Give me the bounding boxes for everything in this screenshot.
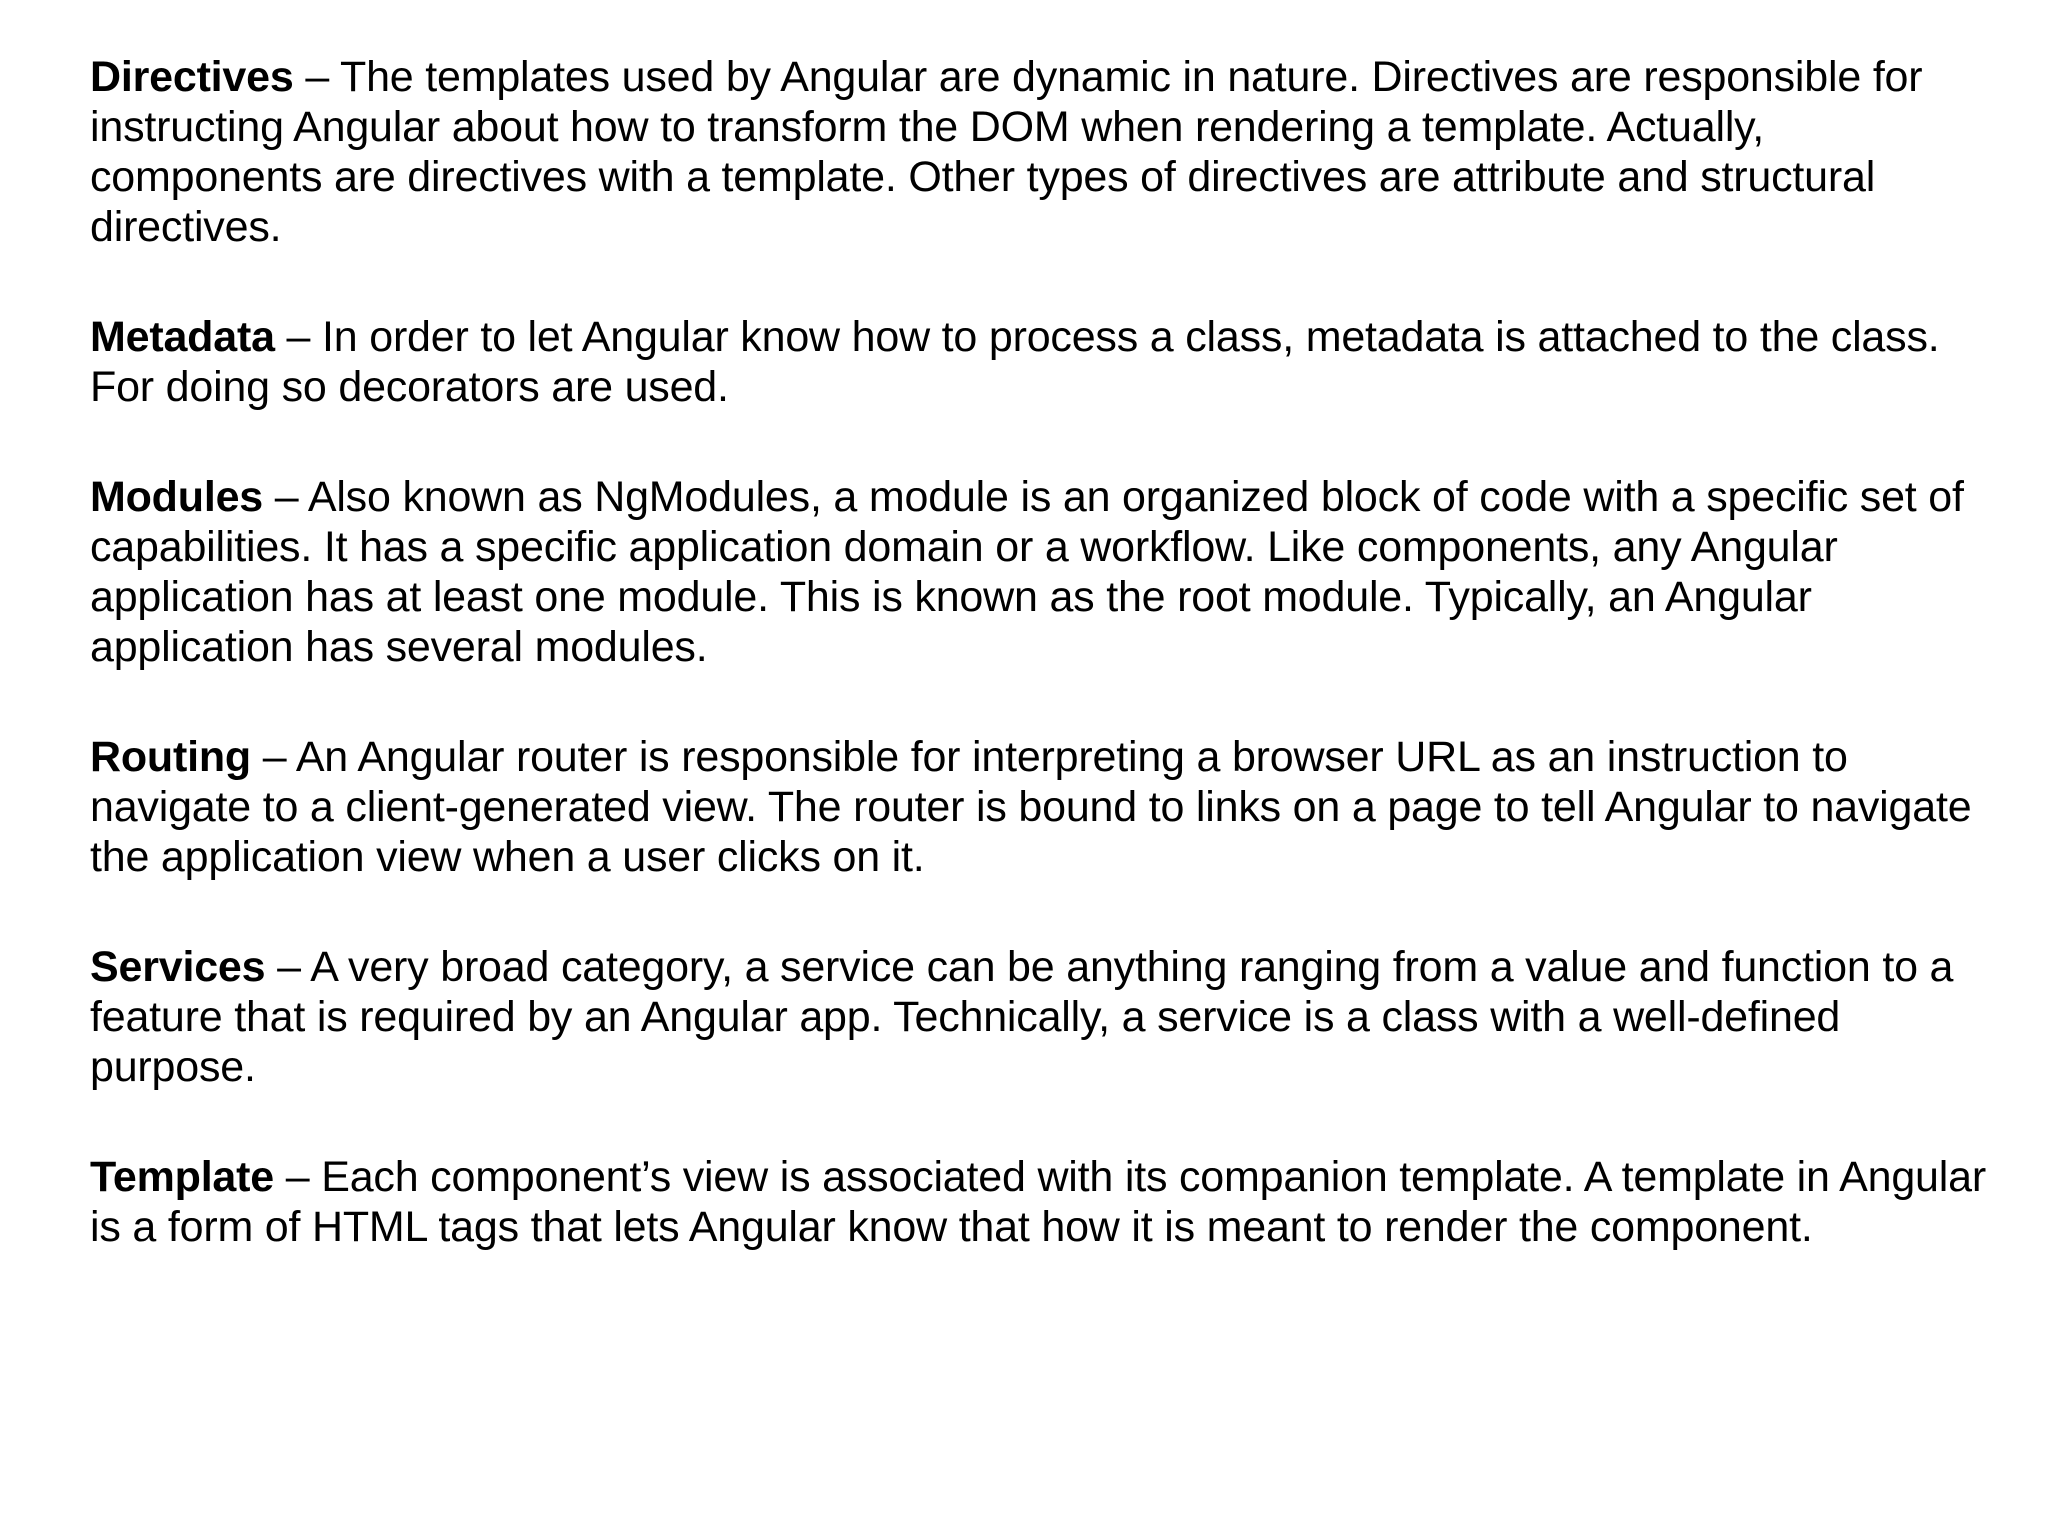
term-description: Each component’s view is associated with its companion template. A template in Angular is a form of HTML tags that lets Angular know that how it is meant to render the component. — [90, 1153, 1986, 1251]
term-name: Directives — [90, 53, 294, 101]
term-block-template — [90, 1152, 2004, 1252]
term-name: Routing — [90, 733, 251, 781]
term-block-services — [90, 942, 2004, 1092]
term-description: An Angular router is responsible for interpreting a browser URL as an instruction to navigate to a client-generated view. The router is bound to links on a page to tell Angular to navigate the application view when a user clicks on it. — [90, 733, 1972, 881]
term-description: Also known as NgModules, a module is an organized block of code with a specific set of capabilities. It has a specific application domain or a workflow. Like components, any Angular application has at least one module. This is known as the root module. Typically, an Angular application has several modules. — [90, 473, 1964, 671]
term-name: Modules — [90, 473, 263, 521]
term-separator: – — [274, 1153, 322, 1201]
term-separator: – — [274, 313, 323, 361]
term-block-modules — [90, 472, 2004, 672]
term-name: Services — [90, 943, 266, 991]
term-block-directives — [90, 52, 2004, 252]
term-description: In order to let Angular know how to process a class, metadata is attached to the class. For doing so decorators are used. — [90, 313, 1940, 411]
term-separator: – — [265, 943, 311, 991]
term-block-metadata — [90, 312, 2004, 412]
term-separator: – — [250, 733, 296, 781]
term-name: Template — [90, 1153, 274, 1201]
term-separator: – — [263, 473, 308, 521]
term-separator: – — [293, 53, 341, 101]
term-name: Metadata — [90, 313, 275, 361]
term-block-routing — [90, 732, 2004, 882]
term-description: A very broad category, a service can be anything ranging from a value and function to a feature that is required by an Angular app. Technically, a service is a class with a well-defined purpose. — [90, 943, 1954, 1091]
term-description: The templates used by Angular are dynamic in nature. Directives are responsible for instructing Angular about how to transform the DOM when rendering a template. Actually, components are directives with a template. Other types of directives are attribute and structural directives. — [90, 53, 1923, 251]
